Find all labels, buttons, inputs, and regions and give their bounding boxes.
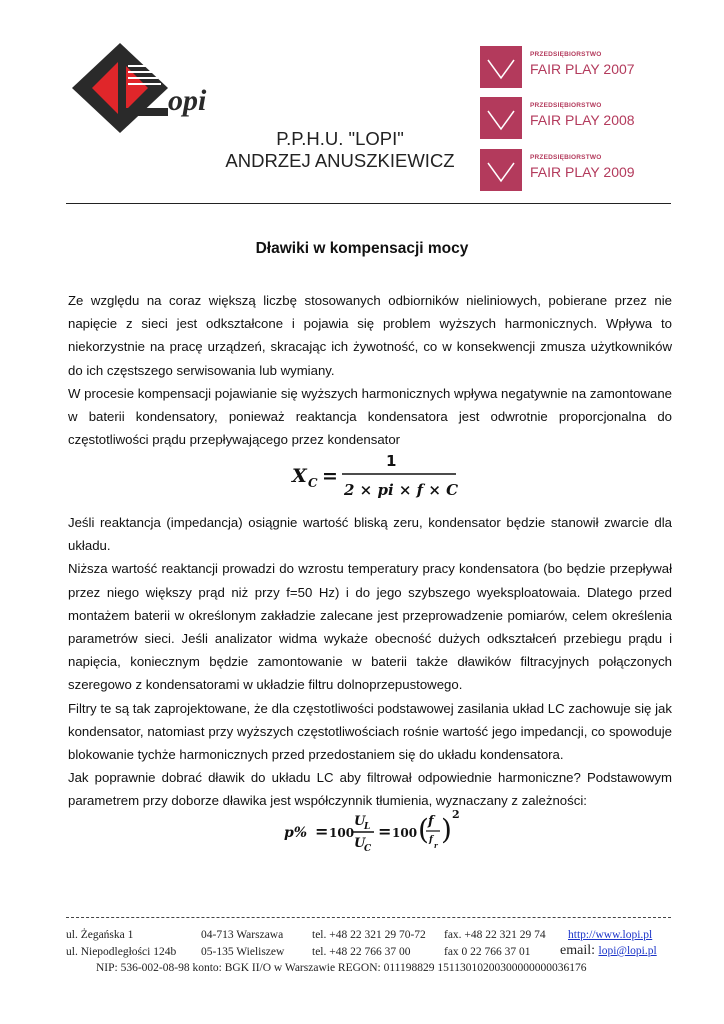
svg-text:U: U [354,814,366,829]
damping-formula [282,806,462,856]
checkmark-icon [480,149,522,191]
paragraph: W procesie kompensacji pojawianie się wyższych harmonicznych wpływa negatywnie na zamontowane w baterii kondensatory, ponieważ reaktancja kondensatora jest odwrotnie proporcjonalna do częstotliwości prądu przepływającego przez kondensator [68,385,672,448]
svg-text:100: 100 [329,826,355,840]
fair-play-badge-2008: PRZEDSIĘBIORSTWO FAIR PLAY 2008 [480,97,644,139]
svg-text:=: = [378,822,392,841]
footer-fax-1: fax. +48 22 321 29 74 [444,929,546,941]
reactance-formula [290,452,460,502]
footer-website-link[interactable]: http://www.lopi.pl [568,929,653,941]
footer-address-2: ul. Niepodległości 124b [66,946,177,958]
svg-text:X: X [292,465,307,487]
footer-email [560,943,657,959]
svg-text:(: ( [418,813,429,846]
svg-text:): ) [441,813,452,846]
paragraph: Niższa wartość reaktancji prowadzi do wzrostu temperatury pracy kondensatora (bo będzie przepływał przez niego większy prąd niż przy f=50 Hz) i do jego szybszego wyeksploatowaia. Dlatego przed montażem baterii w określonym zakładzie zalecane jest przeprowadzenie pomiarów, celem określenia parametrów sieci. Jeśli analizator widma wykaże obecność dużych odkształceń przebiegu prądu i napięcia, koniecznym będzie zamontowanie w baterii także dławików filtracyjnych połączonych szeregowo z kondensatorami w układzie filtru dolnoprzepustowego. [68,561,672,693]
svg-text:C: C [364,844,372,854]
document-title: Dławiki w kompensacji mocy [255,240,469,257]
company-logo [62,38,227,138]
svg-text:U: U [354,836,366,851]
svg-text:1: 1 [386,452,397,470]
email-label: email: [560,943,595,958]
logo-text: opi [168,84,207,117]
footer-phone-1: tel. +48 22 321 29 70-72 [312,929,426,941]
logo-graphic [62,38,227,138]
svg-text:=: = [322,465,338,487]
svg-text:=: = [315,822,329,841]
body-section-b [68,511,672,813]
checkmark-icon [480,46,522,88]
footer-address-1: ul. Żegańska 1 [66,929,134,941]
footer-fax-2: fax 0 22 766 37 01 [444,946,531,958]
svg-text:100: 100 [392,826,418,840]
svg-text:p%: p% [284,825,308,841]
footer-phone-2: tel. +48 22 766 37 00 [312,946,411,958]
footer-city-2: 05-135 Wieliszew [201,946,285,958]
svg-text:r: r [434,841,438,850]
body-section-a [68,289,672,451]
svg-text:C: C [308,476,318,490]
company-name [205,128,475,172]
fair-play-badge-2009: PRZEDSIĘBIORSTWO FAIR PLAY 2009 [480,149,644,191]
svg-text:L: L [364,822,371,832]
header-divider [66,203,671,204]
email-link[interactable]: lopi@lopi.pl [598,945,657,957]
company-line-1: P.P.H.U. "LOPI" [276,128,404,149]
svg-text:2 × pi × f × C: 2 × pi × f × C [344,481,459,499]
paragraph: Jeśli reaktancja (impedancja) osiągnie wartość bliską zeru, kondensator będzie stanowił zwarcie dla układu. [68,515,672,554]
footer-registration: NIP: 536-002-08-98 konto: BGK II/O w Warszawie REGON: 011198829 15113010200300000000036176 [96,962,587,974]
footer-city-1: 04-713 Warszawa [201,929,284,941]
footer-divider [66,917,671,918]
checkmark-icon [480,97,522,139]
company-line-2: ANDRZEJ ANUSZKIEWICZ [225,150,455,171]
fair-play-badge-2007: PRZEDSIĘBIORSTWO FAIR PLAY 2007 [480,46,644,88]
svg-text:f: f [429,835,433,845]
svg-text:2: 2 [452,808,460,821]
paragraph: Filtry te są tak zaprojektowane, że dla częstotliwości podstawowej zasilania układ LC zachowuje się jak kondensator, natomiast przy wyższych częstotliwościach rośnie wartość jego impedancji, co spowoduje blokowanie tychże harmonicznych przed przedostaniem się do układu kondensatora. [68,700,672,763]
paragraph: Jak poprawnie dobrać dławik do układu LC aby filtrował odpowiednie harmoniczne? Podstawowym parametrem przy doborze dławika jest współczynnik tłumienia, wyznaczany z zależności: [68,770,672,809]
paragraph: Ze względu na coraz większą liczbę stosowanych odbiorników nieliniowych, pobierane przez nie napięcie z sieci jest odkształcone i pojawia się problem wyższych harmonicznych. Wpływa to niekorzystnie na pracę urządzeń, skracając ich żywotność, co w konsekwencji zmusza użytkowników do ich częstszego serwisowania lub wymiany. [68,293,672,378]
svg-text:f: f [428,814,434,829]
